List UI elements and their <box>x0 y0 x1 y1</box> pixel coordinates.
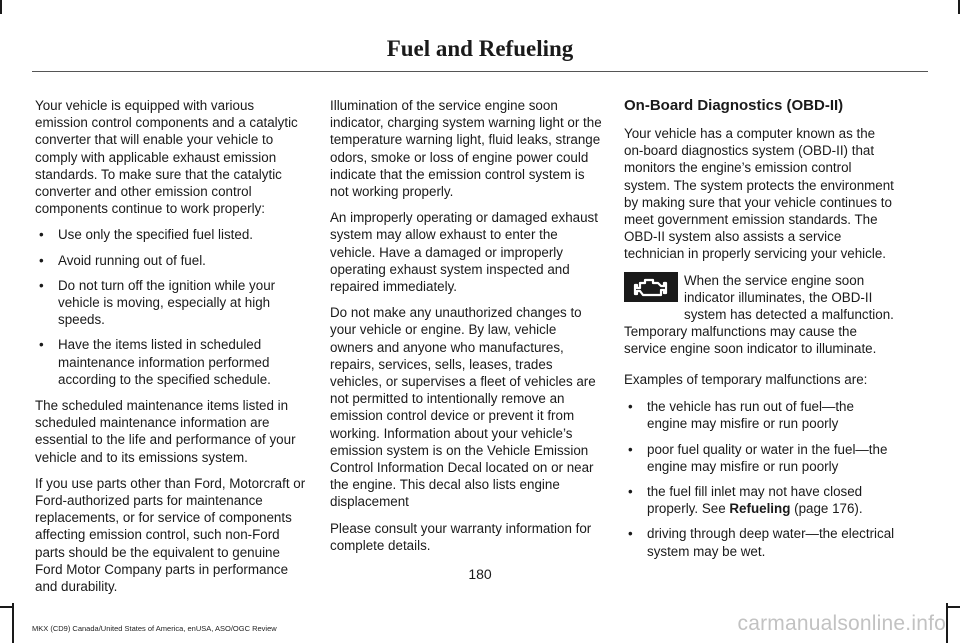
column-3 <box>624 97 896 569</box>
bullet-icon: • <box>39 337 44 353</box>
list-item: • the vehicle has run out of fuel—the engine may misfire or run poorly <box>628 399 854 432</box>
list-item: • Use only the specified fuel listed. <box>39 227 254 243</box>
bullet-icon: • <box>628 399 633 415</box>
page-number: 180 <box>468 566 492 582</box>
law-paragraph: Do not make any unauthorized changes to your vehicle or engine. By law, vehicle owners and anyone who manufactures, repairs, services, sells, leases, trades vehicles, or supervises a fleet of vehicles are not permitted to intentionally remove an emission control device or prevent it from working. Information about your vehicle’s emission system is on the Vehicle Emission Control Information Decal located on or near the engine. This decal also lists engine displacement <box>330 305 596 510</box>
indicator-note <box>624 272 896 324</box>
temporary-paragraph: Temporary malfunctions may cause the service engine soon indicator to illuminate. <box>624 323 877 356</box>
examples-paragraph: Examples of temporary malfunctions are: <box>624 372 868 388</box>
illumination-paragraph: Illumination of the service engine soon indicator, charging system warning light or the temperature warning light, fluid leaks, strange odors, smoke or loss of engine power could indicate that the emission control system is not working properly. <box>330 98 602 200</box>
warranty-paragraph: Please consult your warranty information for complete details. <box>330 520 592 553</box>
exhaust-paragraph: An improperly operating or damaged exhaust system may allow exhaust to enter the vehicle. Have a damaged or improperly operating exhaust system inspected and repaired immediately. <box>330 210 598 295</box>
bullet-icon: • <box>39 277 44 293</box>
refueling-link[interactable]: Refueling <box>729 501 791 517</box>
page-title: Fuel and Refueling <box>386 36 574 61</box>
list-item: • Avoid running out of fuel. <box>39 252 206 268</box>
column-2 <box>330 97 602 563</box>
crop-mark <box>946 603 948 643</box>
watermark: carmanualsonline.info <box>737 612 946 635</box>
list-item: • driving through deep water—the electrical system may be wet. <box>628 526 895 559</box>
intro-paragraph: Your vehicle is equipped with various emission control components and a catalytic converter that will enable your vehicle to comply with applicable exhaust emission standards. To make sure that the catalytic converter and other emission control components continue to work properly: <box>35 98 298 217</box>
bullet-icon: • <box>39 252 44 268</box>
list-item: • poor fuel quality or water in the fuel—the engine may misfire or run poorly <box>628 441 888 474</box>
crop-mark <box>12 603 14 643</box>
list-item: • Have the items listed in scheduled maintenance information performed according to the specified schedule. <box>39 337 271 387</box>
bullet-icon: • <box>39 227 44 243</box>
bullet-icon: • <box>628 526 633 542</box>
service-engine-soon-icon <box>624 272 678 302</box>
section-heading: On-Board Diagnostics (OBD-II) <box>624 97 844 114</box>
crop-mark <box>0 606 12 608</box>
list-item: • Do not turn off the ignition while your vehicle is moving, especially at high speeds. <box>39 277 276 328</box>
document-info: MKX (CD9) Canada/United States of America, enUSA, ASO/OGC Review <box>32 624 277 633</box>
indicator-text: When the service engine soon indicator illuminates, the OBD-II system has detected a malfunction. <box>684 272 894 323</box>
maintenance-paragraph: The scheduled maintenance items listed in scheduled maintenance information are essential to the life and performance of your vehicle and to its emissions system. <box>35 398 296 465</box>
bullet-icon: • <box>628 484 633 500</box>
bullet-icon: • <box>628 441 633 457</box>
bullet-list <box>35 226 307 388</box>
header-divider <box>32 71 928 72</box>
bullet-list <box>624 398 896 560</box>
obd-paragraph: Your vehicle has a computer known as the on-board diagnostics system (OBD-II) that monitors the engine’s emission control system. The system protects the environment by making sure that your vehicle continues to meet government emission standards. The OBD-II system also assists a service technician in properly servicing your vehicle. <box>624 126 894 262</box>
crop-mark <box>948 606 960 608</box>
column-1 <box>35 97 307 604</box>
list-item: • the fuel fill inlet may not have closed properly. See Refueling (page 176). <box>628 484 863 517</box>
parts-paragraph: If you use parts other than Ford, Motorcraft or Ford-authorized parts for maintenance replacements, or for service of components affecting emission control, such non-Ford parts should be the equivalent to genuine Ford Motor Company parts in performance and durability. <box>35 475 306 595</box>
crop-mark <box>0 0 2 14</box>
